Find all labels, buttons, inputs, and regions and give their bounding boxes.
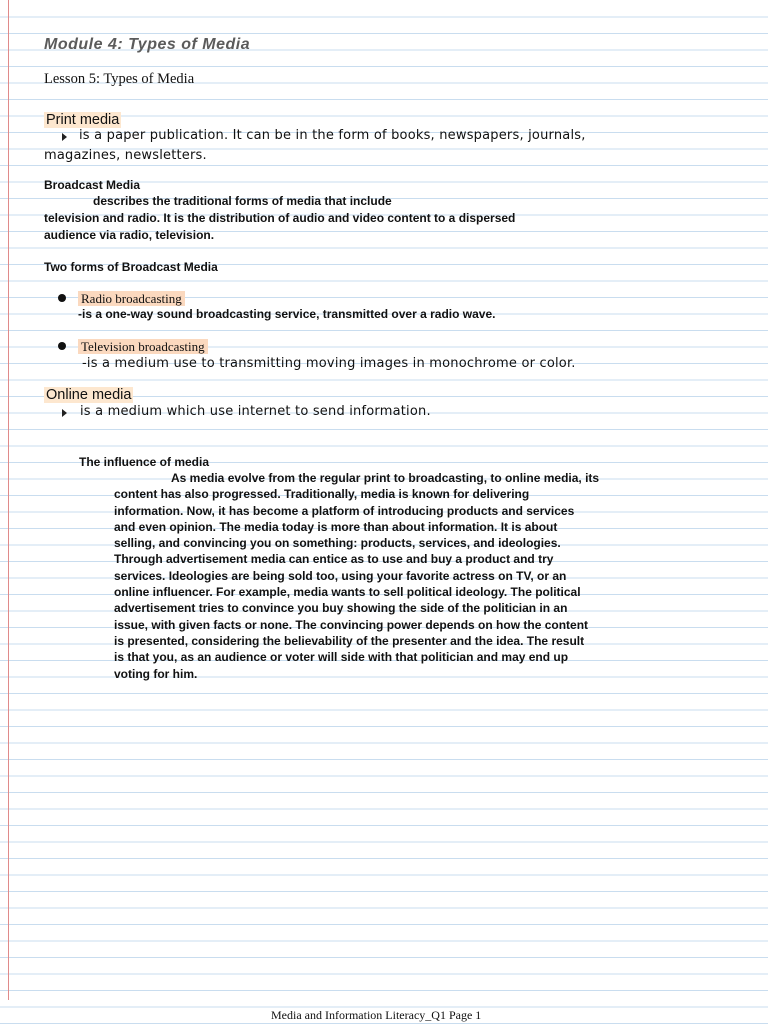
paragraph-line: voting for him. <box>114 666 198 681</box>
paragraph-line: Through advertisement media can entice as to use and buy a product and try <box>114 552 554 567</box>
influence-paragraph <box>114 470 599 682</box>
bullet-dot-icon <box>58 294 66 302</box>
paragraph-line: advertisement tries to convince you buy showing the side of the politician in an <box>114 601 568 616</box>
online-media-heading <box>44 387 133 403</box>
module-title: Module 4: Types of Media <box>44 36 251 53</box>
radio-broadcasting-definition: -is a one-way sound broadcasting service, transmitted over a radio wave. <box>78 307 496 321</box>
paragraph-line: is presented, considering the believability of the presenter and the idea. The result <box>114 633 585 648</box>
triangle-bullet-icon <box>62 409 67 417</box>
lesson-title: Lesson 5: Types of Media <box>44 71 195 87</box>
print-media-heading-text: Print media <box>46 112 120 128</box>
broadcast-media-heading: Broadcast Media <box>44 178 141 192</box>
paragraph-line: content has also progressed. Traditionally, media is known for delivering <box>114 487 530 502</box>
paragraph-line: selling, and convincing you on something: products, services, and ideologies. <box>114 536 561 551</box>
online-media-heading-text: Online media <box>46 387 132 403</box>
print-media-definition-line1: is a paper publication. It can be in the form of books, newspapers, journals, <box>79 128 586 143</box>
broadcast-media-line3: audience via radio, television. <box>44 228 215 242</box>
influence-heading: The influence of media <box>79 455 210 469</box>
paragraph-line: As media evolve from the regular print to broadcasting, to online media, its <box>171 471 600 485</box>
radio-broadcasting-label-text: Radio broadcasting <box>78 291 185 306</box>
print-media-heading <box>44 112 121 128</box>
paragraph-line: services. Ideologies are being sold too, using your favorite actress on TV, or an <box>114 568 567 583</box>
paragraph-line: online influencer. For example, media wants to sell political ideology. The political <box>114 585 581 600</box>
television-broadcasting-label-text: Television broadcasting <box>78 339 208 354</box>
print-media-definition-line2: magazines, newsletters. <box>44 148 207 163</box>
paragraph-line: and even opinion. The media today is more than about information. It is about <box>114 519 558 534</box>
radio-broadcasting-label <box>78 291 185 307</box>
margin-line <box>8 0 9 1000</box>
television-broadcasting-label <box>78 339 208 355</box>
triangle-bullet-icon <box>62 133 67 141</box>
television-broadcasting-definition: -is a medium use to transmitting moving images in monochrome or color. <box>82 356 576 371</box>
online-media-definition: is a medium which use internet to send information. <box>80 404 431 419</box>
two-forms-heading: Two forms of Broadcast Media <box>44 260 218 274</box>
bullet-dot-icon <box>58 342 66 350</box>
broadcast-media-line2: television and radio. It is the distribution of audio and video content to a dispersed <box>44 211 516 225</box>
paragraph-line: issue, with given facts or none. The convincing power depends on how the content <box>114 617 589 632</box>
paragraph-line: is that you, as an audience or voter will side with that politician and may end up <box>114 650 569 665</box>
broadcast-media-line1: describes the traditional forms of media that include <box>93 194 392 208</box>
paragraph-line: information. Now, it has become a platform of introducing products and services <box>114 503 575 518</box>
page-footer: Media and Information Literacy_Q1 Page 1 <box>271 1008 482 1022</box>
